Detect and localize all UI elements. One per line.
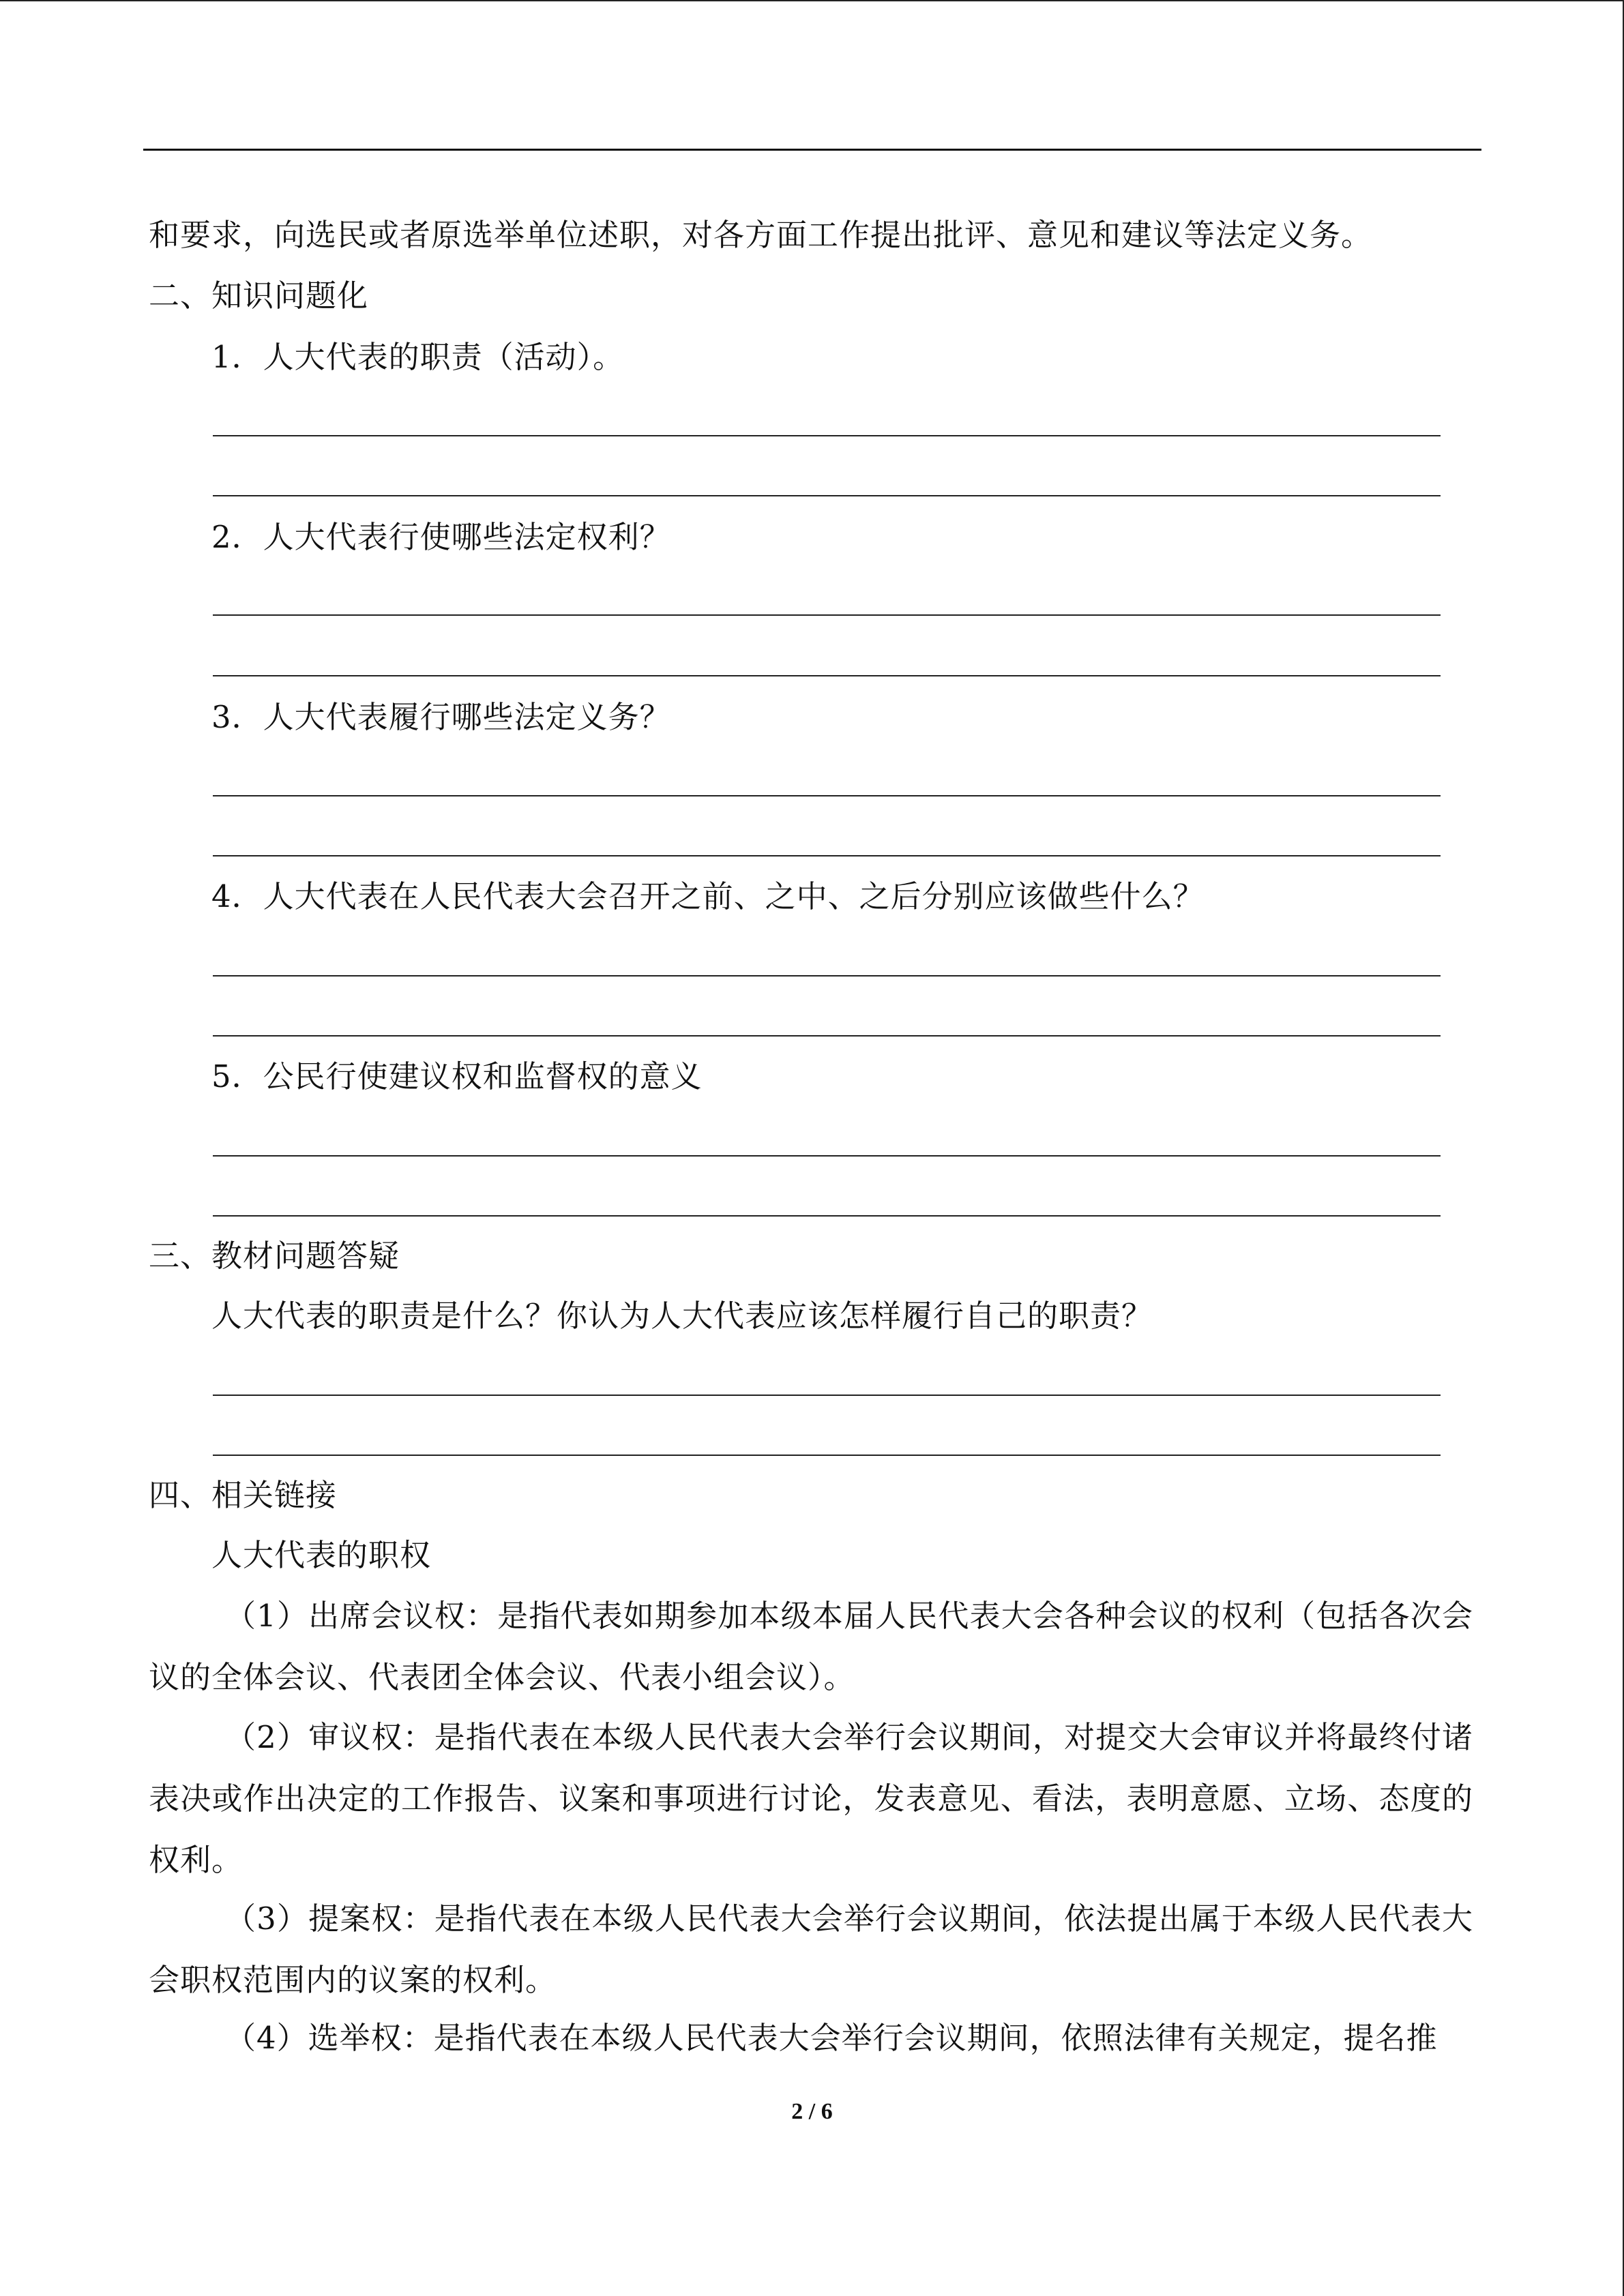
answer-line[interactable]: [213, 1155, 1441, 1157]
power-item-1: （1）出席会议权：是指代表如期参加本级本届人民代表大会各种会议的权利（包括各次会议的全体会议、代表团全体会议、代表小组会议）。: [149, 1598, 1473, 1695]
answer-line[interactable]: [213, 614, 1441, 616]
textbook-question: 人大代表的职责是什么？你认为人大代表应该怎样履行自己的职责？: [211, 1298, 1153, 1334]
power-item-3: （3）提案权：是指代表在本级人民代表大会举行会议期间，依法提出属于本级人民代表大会职权范围内的议案的权利。: [149, 1900, 1473, 1998]
answer-line[interactable]: [213, 795, 1441, 796]
section-4-subtitle: 人大代表的职权: [211, 1537, 432, 1573]
continuation-text: 和要求，向选民或者原选举单位述职，对各方面工作提出批评、意见和建议等法定义务。: [149, 217, 1373, 253]
question-2: 2．人大代表行使哪些法定权利？: [211, 519, 671, 555]
answer-line[interactable]: [213, 495, 1441, 496]
question-4: 4．人大代表在人民代表大会召开之前、之中、之后分别应该做些什么？: [211, 878, 1205, 914]
answer-line[interactable]: [213, 675, 1441, 676]
section-4-heading: 四、相关链接: [149, 1477, 338, 1513]
answer-line[interactable]: [213, 1395, 1441, 1396]
question-1: 1．人大代表的职责（活动）。: [211, 339, 625, 375]
header-rule: [143, 149, 1481, 151]
section-3-heading: 三、教材问题答疑: [149, 1238, 400, 1274]
answer-line[interactable]: [213, 1455, 1441, 1456]
answer-line[interactable]: [213, 975, 1441, 976]
answer-line[interactable]: [213, 1035, 1441, 1037]
answer-line[interactable]: [213, 1215, 1441, 1217]
question-3: 3．人大代表履行哪些法定义务？: [211, 699, 671, 735]
question-5: 5．公民行使建议权和监督权的意义: [211, 1058, 703, 1094]
answer-line[interactable]: [213, 855, 1441, 856]
page-number: 2 / 6: [791, 2099, 833, 2124]
power-item-2: （2）审议权：是指代表在本级人民代表大会举行会议期间，对提交大会审议并将最终付诸表决或作出决定的工作报告、议案和事项进行讨论，发表意见、看法，表明意愿、立场、态度的权利。: [149, 1719, 1473, 1878]
section-2-heading: 二、知识问题化: [149, 278, 369, 314]
power-item-4: （4）选举权：是指代表在本级人民代表大会举行会议期间，依照法律有关规定，提名推: [225, 2020, 1438, 2056]
answer-line[interactable]: [213, 435, 1441, 436]
